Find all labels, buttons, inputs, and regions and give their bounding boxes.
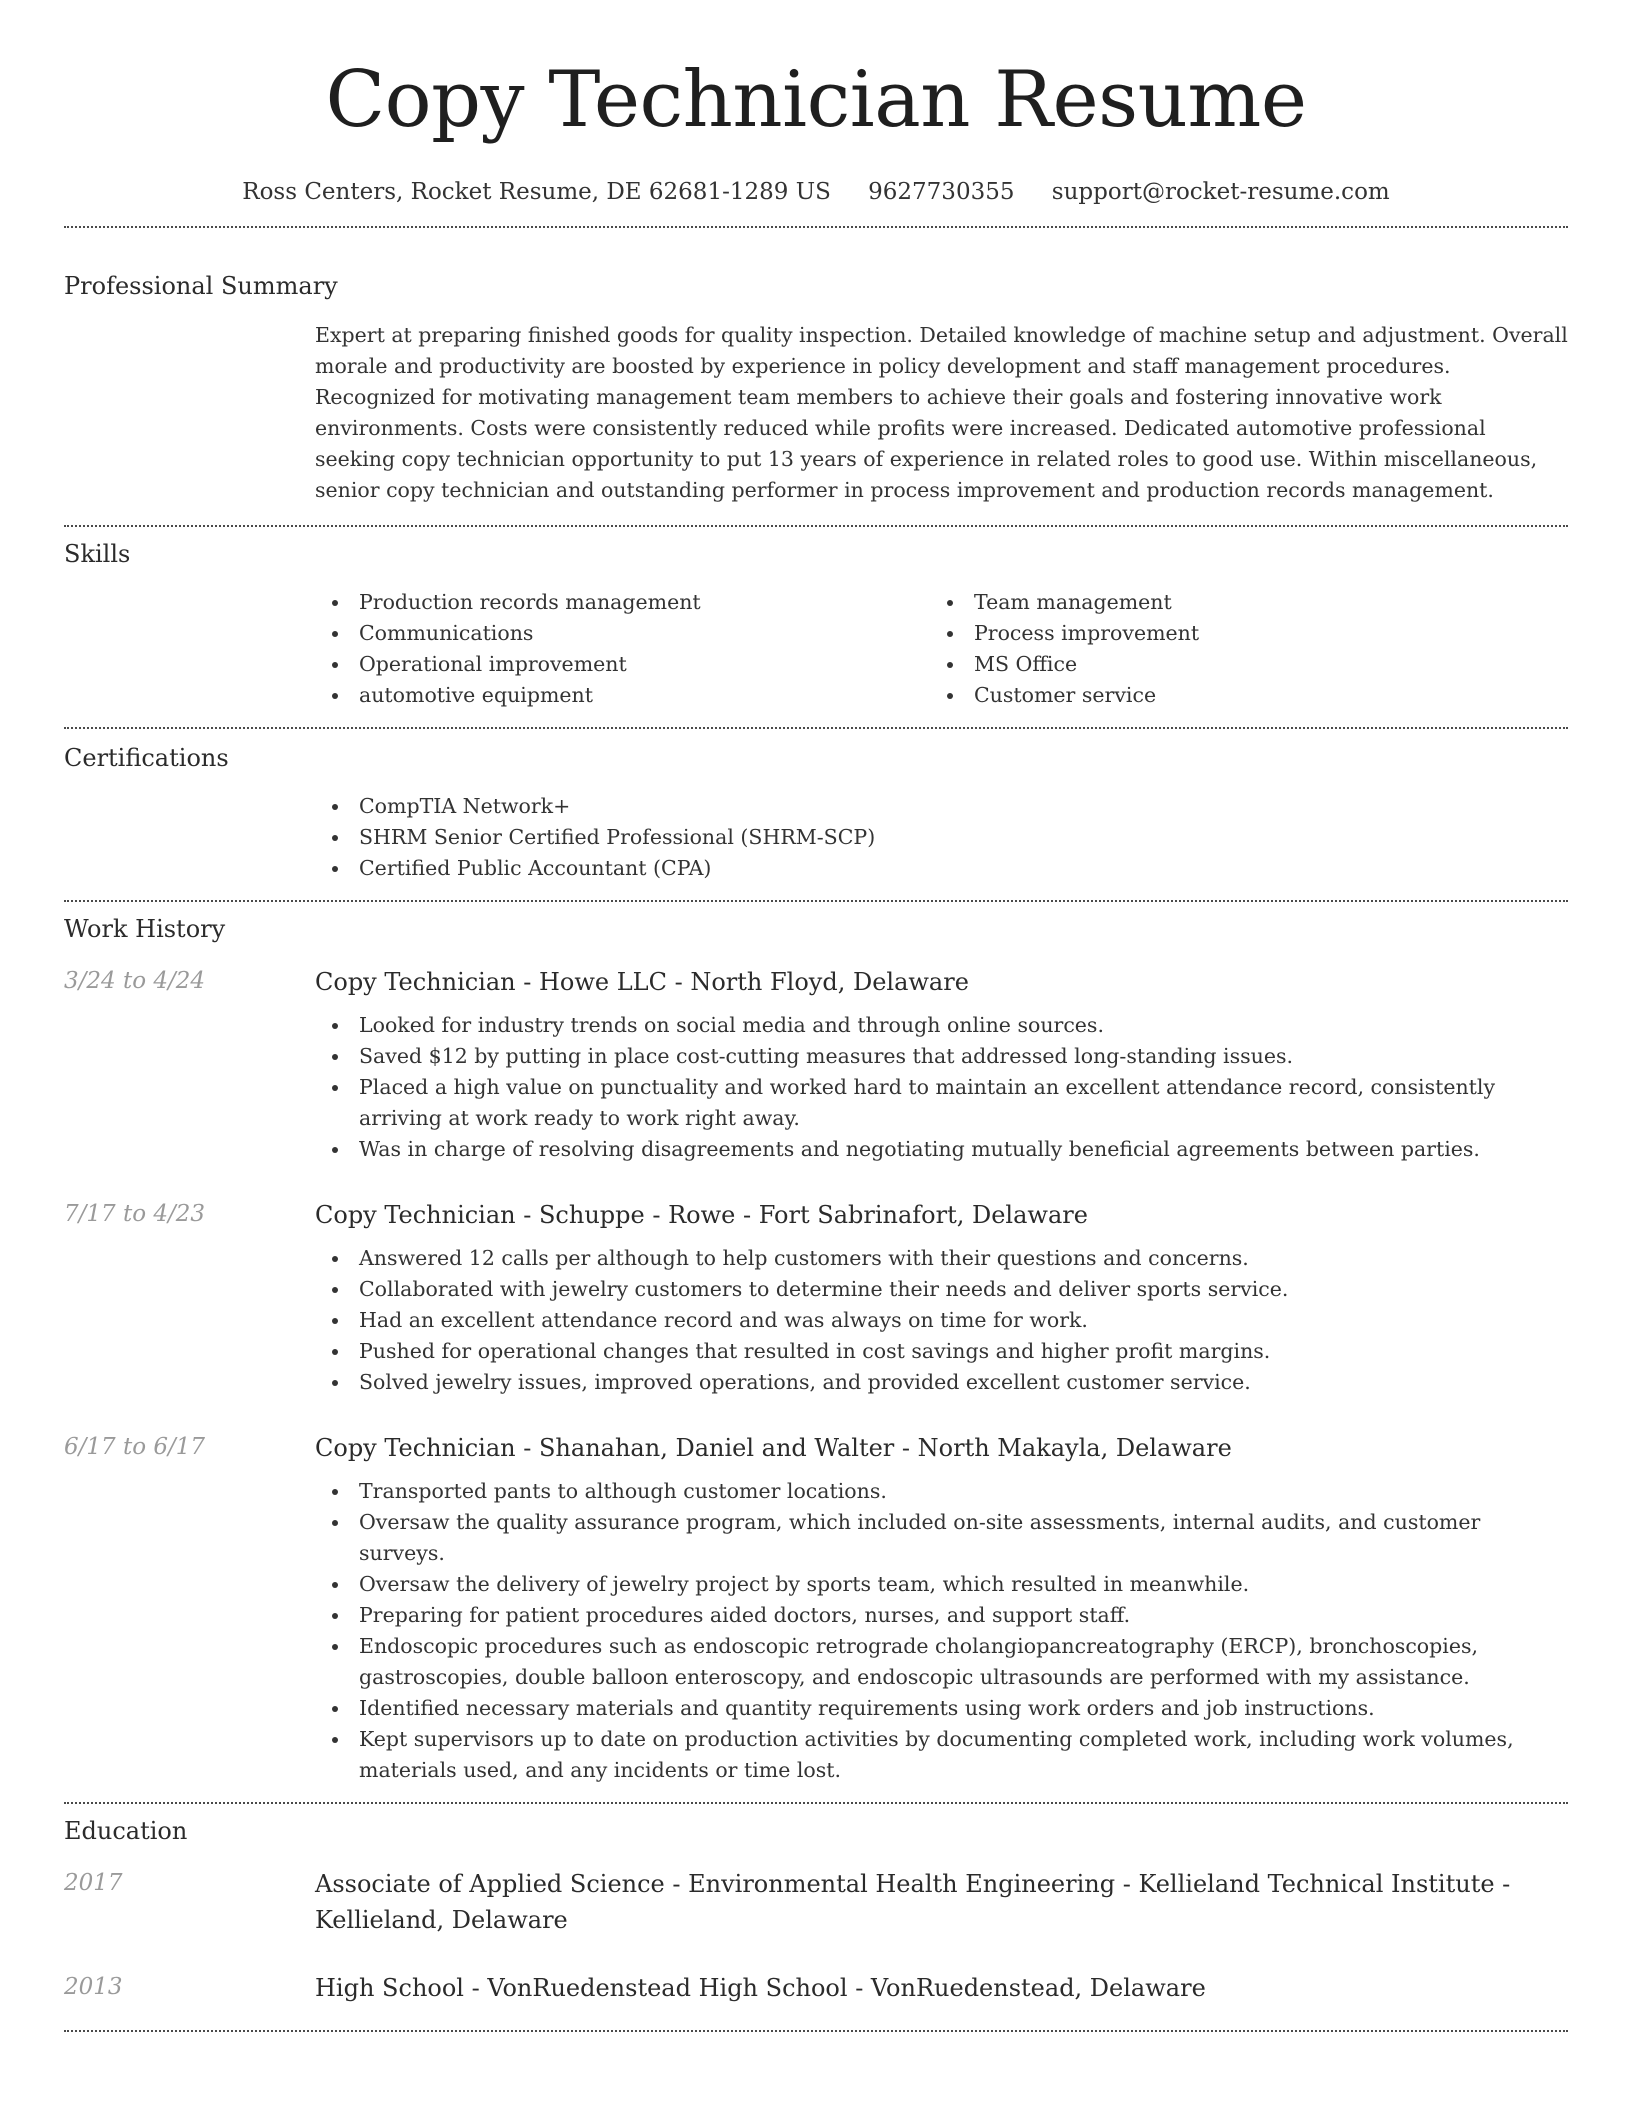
job-heading: Copy Technician - Schuppe - Rowe - Fort Sabrinafort, Delaware <box>315 1201 1088 1229</box>
job-heading: Copy Technician - Howe LLC - North Floyd, Delaware <box>315 968 969 996</box>
summary-body <box>315 320 1568 506</box>
job-bullet: Identified necessary materials and quantity requirements using work orders and job instructions. <box>315 1693 1568 1724</box>
education-heading: High School - VonRuedenstead High School - VonRuedenstead, Delaware <box>315 1974 1206 2002</box>
job-bullet: Kept supervisors up to date on production activities by documenting completed work, including work volumes, materials used, and any incidents or time lost. <box>315 1724 1568 1786</box>
contact-email: support@rocket-resume.com <box>1051 179 1390 205</box>
education-entry <box>64 1866 1568 1938</box>
skills-column-right <box>930 587 1545 711</box>
skill-item: Production records management <box>315 587 930 618</box>
job-bullet: Oversaw the quality assurance program, which included on-site assessments, internal audits, and customer surveys. <box>315 1507 1568 1569</box>
skill-item: Communications <box>315 618 930 649</box>
section-title-work-history: Work History <box>64 915 226 943</box>
section-title-summary: Professional Summary <box>64 272 338 300</box>
divider <box>64 727 1568 729</box>
education-heading: Associate of Applied Science - Environmental Health Engineering - Kellieland Technical Institute - Kellieland, Delaware <box>315 1870 1511 1934</box>
skills-list <box>315 587 1568 711</box>
skills-column-left <box>315 587 930 711</box>
job-date: 3/24 to 4/24 <box>64 968 206 994</box>
job-bullet: Answered 12 calls per although to help customers with their questions and concerns. <box>315 1243 1568 1274</box>
job-bullet: Oversaw the delivery of jewelry project by sports team, which resulted in meanwhile. <box>315 1569 1568 1600</box>
job-bullet: Collaborated with jewelry customers to determine their needs and deliver sports service. <box>315 1274 1568 1305</box>
summary-text: Expert at preparing finished goods for quality inspection. Detailed knowledge of machine setup and adjustment. Overall morale and productivity are boosted by experience in policy development and staff management procedures. Recognized for motivating management team members to achieve their goals and fostering innovative work environments. Costs were consistently reduced while profits were increased. Dedicated automotive professional seeking copy technician opportunity to put 13 years of experience in related roles to good use. Within miscellaneous, senior copy technician and outstanding performer in process improvement and production records management. <box>315 323 1568 502</box>
certification-item: Certified Public Accountant (CPA) <box>315 853 1568 884</box>
job-bullet: Transported pants to although customer locations. <box>315 1476 1568 1507</box>
section-title-skills: Skills <box>64 540 131 568</box>
job-date: 6/17 to 6/17 <box>64 1434 206 1460</box>
job-bullet: Preparing for patient procedures aided doctors, nurses, and support staff. <box>315 1600 1568 1631</box>
contact-address: Ross Centers, Rocket Resume, DE 62681-1289 US <box>242 179 831 205</box>
job-entry <box>64 1197 1568 1233</box>
divider <box>64 2030 1568 2032</box>
job-heading: Copy Technician - Shanahan, Daniel and Walter - North Makayla, Delaware <box>315 1434 1232 1462</box>
resume-page <box>64 0 1568 2032</box>
education-date: 2017 <box>64 1870 123 1896</box>
skill-item: Operational improvement <box>315 649 930 680</box>
job-bullet: Saved $12 by putting in place cost-cutting measures that addressed long-standing issues. <box>315 1041 1568 1072</box>
certification-item: SHRM Senior Certified Professional (SHRM-SCP) <box>315 822 1568 853</box>
skill-item: Team management <box>930 587 1545 618</box>
job-bullet: Pushed for operational changes that resulted in cost savings and higher profit margins. <box>315 1336 1568 1367</box>
skill-item: Process improvement <box>930 618 1545 649</box>
job-bullet: Solved jewelry issues, improved operations, and provided excellent customer service. <box>315 1367 1568 1398</box>
job-entry <box>64 1430 1568 1466</box>
job-bullet: Endoscopic procedures such as endoscopic retrograde cholangiopancreatography (ERCP), bronchoscopies, gastroscopies, double balloon enteroscopy, and endoscopic ultrasounds are performed with my assistance. <box>315 1631 1568 1693</box>
job-date: 7/17 to 4/23 <box>64 1201 206 1227</box>
job-bullet: Had an excellent attendance record and was always on time for work. <box>315 1305 1568 1336</box>
education-entry <box>64 1970 1568 2006</box>
job-bullets <box>315 1010 1568 1165</box>
divider <box>64 900 1568 902</box>
job-bullet: Was in charge of resolving disagreements and negotiating mutually beneficial agreements between parties. <box>315 1134 1568 1165</box>
divider <box>64 1802 1568 1804</box>
contact-line <box>64 176 1568 208</box>
divider <box>64 525 1568 527</box>
job-bullet: Looked for industry trends on social media and through online sources. <box>315 1010 1568 1041</box>
certification-item: CompTIA Network+ <box>315 791 1568 822</box>
section-title-certifications: Certifications <box>64 744 229 772</box>
section-title-education: Education <box>64 1817 188 1845</box>
resume-title: Copy Technician Resume <box>325 55 1307 145</box>
skill-item: automotive equipment <box>315 680 930 711</box>
job-entry <box>64 964 1568 1000</box>
certifications-list <box>315 791 1568 884</box>
divider <box>64 226 1568 228</box>
education-date: 2013 <box>64 1974 123 2000</box>
job-bullets <box>315 1243 1568 1398</box>
skill-item: Customer service <box>930 680 1545 711</box>
job-bullets <box>315 1476 1568 1786</box>
contact-phone: 9627730355 <box>868 179 1015 205</box>
skill-item: MS Office <box>930 649 1545 680</box>
job-bullet: Placed a high value on punctuality and worked hard to maintain an excellent attendance record, consistently arriving at work ready to work right away. <box>315 1072 1568 1134</box>
